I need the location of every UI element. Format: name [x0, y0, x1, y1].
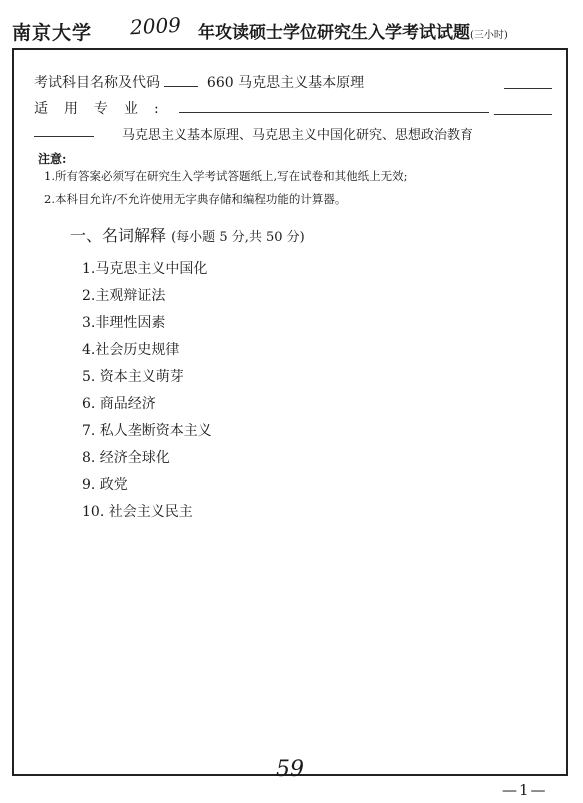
- question-item: 6. 商品经济: [82, 396, 156, 412]
- section-title: 一、名词解释: [70, 226, 167, 245]
- question-item: 3.非理性因素: [82, 315, 166, 331]
- section-points: (每小题 5 分,共 50 分): [171, 230, 305, 245]
- major-underline: [179, 98, 489, 113]
- subject-label: 考试科目名称及代码: [34, 75, 160, 91]
- major-trailing-line: [494, 114, 552, 115]
- exam-title-text: 年攻读硕士学位研究生入学考试试题: [198, 23, 470, 43]
- school-name: 南京大学: [12, 22, 93, 44]
- note-item: 2.本科目允许/不允许使用无字典存储和编程功能的计算器。: [44, 192, 347, 206]
- question-item: 8. 经济全球化: [82, 450, 170, 466]
- question-item: 4.社会历史规律: [82, 342, 180, 358]
- majors-leading-line: [34, 136, 94, 137]
- question-item: 2.主观辩证法: [82, 288, 166, 304]
- exam-header: [12, 10, 575, 44]
- exam-frame: [12, 48, 568, 776]
- question-item: 9. 政党: [82, 477, 128, 493]
- section-heading: [70, 223, 305, 246]
- question-item: 1.马克思主义中国化: [82, 261, 208, 277]
- majors-list: 马克思主义基本原理、马克思主义中国化研究、思想政治教育: [122, 128, 474, 143]
- question-item: 5. 资本主义萌芽: [82, 369, 184, 385]
- major-label: 适用专业:: [34, 101, 175, 117]
- exam-duration: (三小时): [470, 30, 508, 41]
- subject-trailing-line: [504, 88, 552, 89]
- question-item: 10. 社会主义民主: [82, 504, 193, 520]
- major-row: [34, 98, 489, 118]
- note-item: 1.所有答案必须写在研究生入学考试答题纸上,写在试卷和其他纸上无效;: [44, 169, 408, 183]
- subject-value: 660 马克思主义基本原理: [206, 75, 365, 91]
- handwritten-page-mark: 59: [276, 757, 304, 782]
- page-number: —1—: [502, 781, 548, 799]
- subject-underline: [164, 72, 198, 87]
- handwritten-year: 2009: [129, 12, 182, 40]
- subject-row: [34, 72, 364, 92]
- question-item: 7. 私人垄断资本主义: [82, 423, 212, 439]
- exam-title: [198, 18, 508, 43]
- notes-heading: 注意:: [38, 152, 67, 166]
